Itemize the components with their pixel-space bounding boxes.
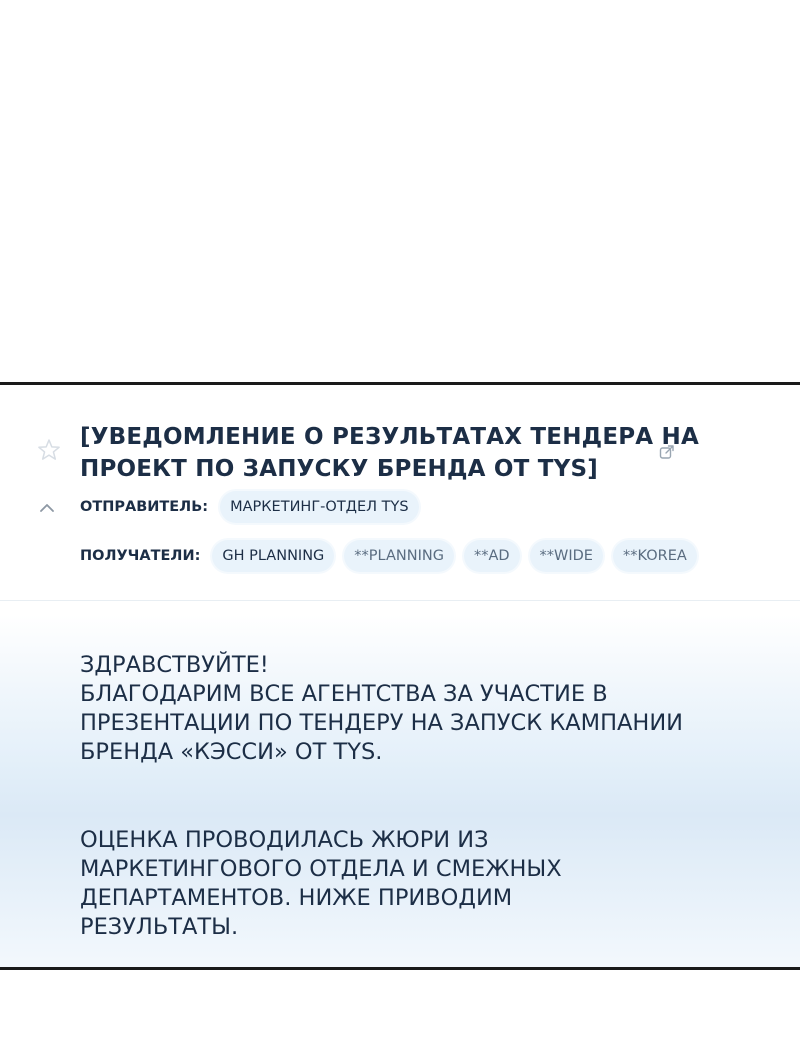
body-line: РЕЗУЛЬТАТЫ. — [80, 914, 239, 940]
recipients-row — [80, 540, 707, 572]
recipient-chip[interactable]: **WIDE — [530, 540, 603, 572]
subject-line: ПРОЕКТ ПО ЗАПУСКУ БРЕНДА ОТ TYS] — [80, 456, 598, 482]
email-panel — [0, 382, 800, 970]
sender-chip[interactable]: МАРКЕТИНГ-ОТДЕЛ TYS — [220, 491, 419, 523]
chevron-up-icon[interactable] — [38, 501, 56, 515]
recipient-chip[interactable]: **PLANNING — [344, 540, 454, 572]
star-icon[interactable] — [36, 437, 62, 463]
email-subject — [80, 421, 699, 485]
external-link-icon[interactable] — [658, 443, 676, 461]
email-header — [0, 385, 800, 601]
body-line: БРЕНДА «КЭССИ» ОТ TYS. — [80, 739, 383, 765]
sender-row — [80, 491, 429, 523]
body-line: ЗДРАВСТВУЙТЕ! — [80, 652, 269, 678]
body-line: БЛАГОДАРИМ ВСЕ АГЕНТСТВА ЗА УЧАСТИЕ В — [80, 681, 608, 707]
email-body-paragraph — [80, 651, 760, 767]
subject-line: [УВЕДОМЛЕНИЕ О РЕЗУЛЬТАТАХ ТЕНДЕРА НА — [80, 424, 699, 450]
body-line: ДЕПАРТАМЕНТОВ. НИЖЕ ПРИВОДИМ — [80, 885, 513, 911]
recipient-chip[interactable]: GH PLANNING — [212, 540, 334, 572]
recipients-label: ПОЛУЧАТЕЛИ: — [80, 548, 201, 564]
recipient-chip[interactable]: **AD — [464, 540, 520, 572]
body-line: МАРКЕТИНГОВОГО ОТДЕЛА И СМЕЖНЫХ — [80, 856, 562, 882]
recipient-chip[interactable]: **KOREA — [613, 540, 697, 572]
email-body-paragraph — [80, 826, 760, 942]
body-line: ОЦЕНКА ПРОВОДИЛАСЬ ЖЮРИ ИЗ — [80, 827, 489, 853]
body-line: ПРЕЗЕНТАЦИИ ПО ТЕНДЕРУ НА ЗАПУСК КАМПАНИИ — [80, 710, 683, 736]
sender-label: ОТПРАВИТЕЛЬ: — [80, 499, 209, 515]
